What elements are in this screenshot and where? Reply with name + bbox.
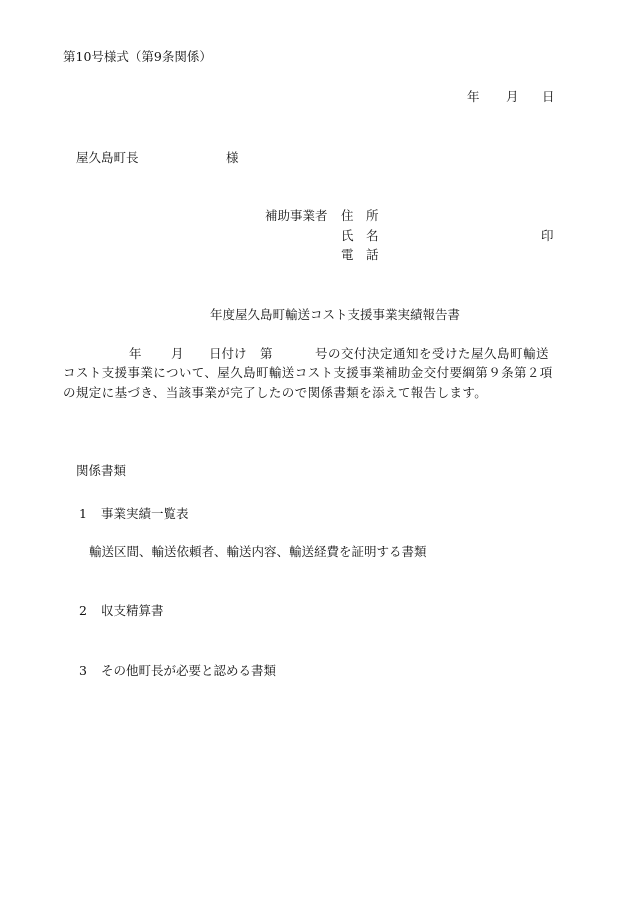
item-label: 収支精算書 bbox=[101, 603, 164, 618]
item-note: 輸送区間、輸送依頼者、輸送内容、輸送経費を証明する書類 bbox=[89, 544, 427, 559]
item-number: 3 bbox=[79, 663, 87, 678]
address-label: 住 所 bbox=[341, 208, 379, 223]
date-month: 月 bbox=[506, 89, 519, 104]
body-line2: コスト支援事業について、屋久島町輸送コスト支援事業補助金交付要綱第９条第２項 bbox=[63, 365, 553, 380]
documents-heading: 関係書類 bbox=[76, 463, 127, 478]
body-line3: の規定に基づき、当該事業が完了したので関係書類を添えて報告します。 bbox=[63, 385, 488, 400]
phone-label: 電 話 bbox=[341, 247, 379, 262]
date-year: 年 bbox=[467, 89, 480, 104]
body-number-prefix: 第 bbox=[260, 346, 273, 361]
item-label: 事業実績一覧表 bbox=[101, 506, 189, 521]
body-year: 年 bbox=[129, 346, 142, 361]
body-line1-rest: 号の交付決定通知を受けた屋久島町輸送 bbox=[315, 346, 550, 361]
name-label: 氏 名 bbox=[341, 228, 379, 243]
applicant-role: 補助事業者 bbox=[265, 208, 328, 223]
body-month: 月 bbox=[171, 346, 184, 361]
body-day: 日付け bbox=[209, 346, 247, 361]
document-title: 年度屋久島町輸送コスト支援事業実績報告書 bbox=[210, 307, 461, 322]
seal-mark: 印 bbox=[541, 228, 554, 243]
item-number: 2 bbox=[79, 603, 87, 618]
addressee-honorific: 様 bbox=[226, 150, 239, 165]
item-number: 1 bbox=[79, 506, 87, 521]
date-day: 日 bbox=[542, 89, 555, 104]
form-number: 第10号様式（第9条関係） bbox=[63, 49, 212, 64]
addressee-name: 屋久島町長 bbox=[76, 150, 139, 165]
item-label: その他町長が必要と認める書類 bbox=[101, 663, 277, 678]
